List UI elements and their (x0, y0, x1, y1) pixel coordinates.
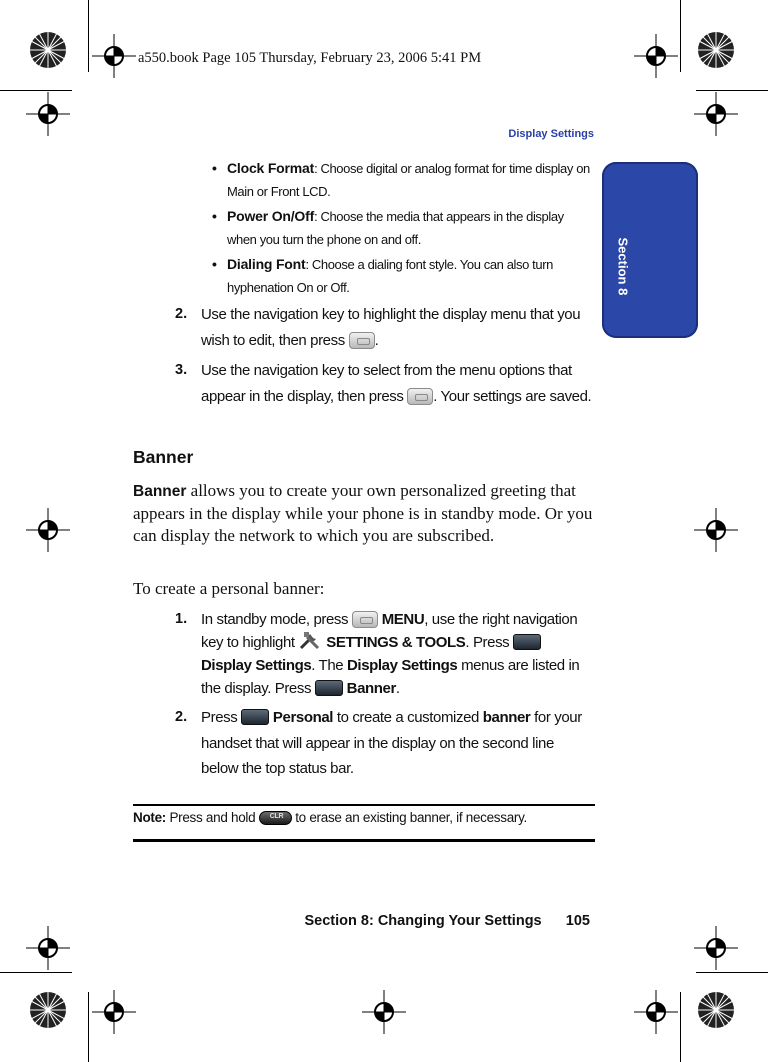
registration-mark-icon (28, 990, 68, 1030)
step-text-part: Use the navigation key to highlight the display menu that you wish to edit, then press (201, 306, 581, 349)
step-text-part: . (374, 331, 379, 349)
step-text-part: . (395, 680, 400, 697)
step-text-part: . Press (465, 634, 510, 651)
step-text-part: for your handset that will appear in the display on the second line below the top status bar. (201, 709, 582, 777)
crop-mark (696, 972, 768, 973)
crosshair-icon (362, 990, 406, 1034)
ok-key-icon (349, 332, 375, 349)
bullet-desc: : Choose a dialing font style. You can also turn hyphenation On or Off. (227, 257, 553, 295)
bullet-icon: • (212, 208, 217, 224)
number-4-key-icon (513, 634, 541, 650)
step-number: 3. (175, 362, 188, 378)
menu-label: SETTINGS & TOOLS (326, 634, 466, 651)
divider (133, 839, 595, 842)
crosshair-icon (26, 92, 70, 136)
note-text: Press and hold (169, 810, 256, 825)
bullet-desc: : Choose the media that appears in the display when you turn the phone on and off. (227, 209, 564, 247)
crosshair-icon (26, 508, 70, 552)
crop-mark (680, 0, 681, 72)
step-text-part: menus are listed in the display. Press (201, 657, 580, 697)
menu-label: banner (482, 709, 531, 726)
bullet-item (227, 205, 595, 251)
note (133, 810, 595, 825)
step-number: 1. (175, 611, 188, 627)
number-1-key-icon (315, 680, 343, 696)
number-1-key-icon (241, 709, 269, 725)
crop-mark (0, 90, 72, 91)
step-text-part: . Your settings are saved. (433, 387, 592, 405)
bullet-term: Power On/Off (227, 208, 315, 224)
ok-key-icon (407, 388, 433, 405)
clr-key-icon (259, 811, 292, 825)
running-head: Display Settings (508, 128, 594, 140)
page-footer (300, 913, 590, 929)
step-text-part: , use the right navigation key to highlight (201, 611, 578, 651)
print-info: a550.book Page 105 Thursday, February 23, 2006 5:41 PM (138, 50, 482, 66)
footer-title: Section 8: Changing Your Settings (304, 913, 542, 929)
crop-mark (88, 992, 89, 1062)
registration-mark-icon (28, 30, 68, 70)
step-number: 2. (175, 306, 188, 322)
paragraph-term: Banner (133, 483, 187, 500)
menu-label: MENU (381, 611, 425, 628)
note-text: to erase an existing banner, if necessary. (295, 810, 528, 825)
menu-label: Personal (272, 709, 334, 726)
bullet-icon: • (212, 160, 217, 176)
crosshair-icon (694, 508, 738, 552)
step-text-part: Press (201, 709, 238, 726)
step-text (201, 358, 593, 409)
menu-label: Display Settings (201, 657, 312, 674)
registration-mark-icon (696, 30, 736, 70)
bullet-item (227, 157, 595, 203)
paragraph-text: allows you to create your own personalized greeting that appears in the display while your phone is in standby mode. Or you can display the network to which you are subscribed. (133, 481, 593, 545)
crosshair-icon (92, 990, 136, 1034)
bullet-term: Clock Format (227, 160, 315, 176)
bullet-item (227, 253, 595, 299)
step-text-part: to create a customized (336, 709, 479, 726)
bullet-term: Dialing Font (227, 256, 306, 272)
step-text (201, 302, 593, 353)
crosshair-icon (694, 926, 738, 970)
crop-mark (680, 992, 681, 1062)
settings-tools-icon (298, 631, 322, 651)
crop-mark (696, 90, 768, 91)
crosshair-icon (92, 34, 136, 78)
page-number: 105 (565, 913, 590, 929)
menu-label: Display Settings (347, 657, 458, 674)
crosshair-icon (694, 92, 738, 136)
step-text-part: In standby mode, press (201, 611, 349, 628)
registration-mark-icon (696, 990, 736, 1030)
crosshair-icon (634, 990, 678, 1034)
note-label: Note: (133, 810, 166, 825)
step-text-part: Use the navigation key to select from the menu options that appear in the display, then press (201, 362, 572, 405)
crop-mark (0, 972, 72, 973)
crop-mark (88, 0, 89, 72)
step-text (201, 608, 593, 700)
crosshair-icon (634, 34, 678, 78)
divider (133, 804, 595, 806)
step-text (201, 705, 593, 782)
step-number: 2. (175, 709, 188, 725)
ok-key-icon (352, 611, 378, 628)
section-heading: Banner (133, 447, 194, 467)
bullet-desc: : Choose digital or analog format for time display on Main or Front LCD. (227, 161, 590, 199)
crosshair-icon (26, 926, 70, 970)
body-paragraph (133, 480, 595, 547)
step-text-part: . The (311, 657, 344, 674)
section-tab-label: Section 8 (615, 237, 631, 296)
menu-label: Banner (346, 680, 396, 697)
bullet-icon: • (212, 256, 217, 272)
body-paragraph: To create a personal banner: (133, 579, 325, 598)
